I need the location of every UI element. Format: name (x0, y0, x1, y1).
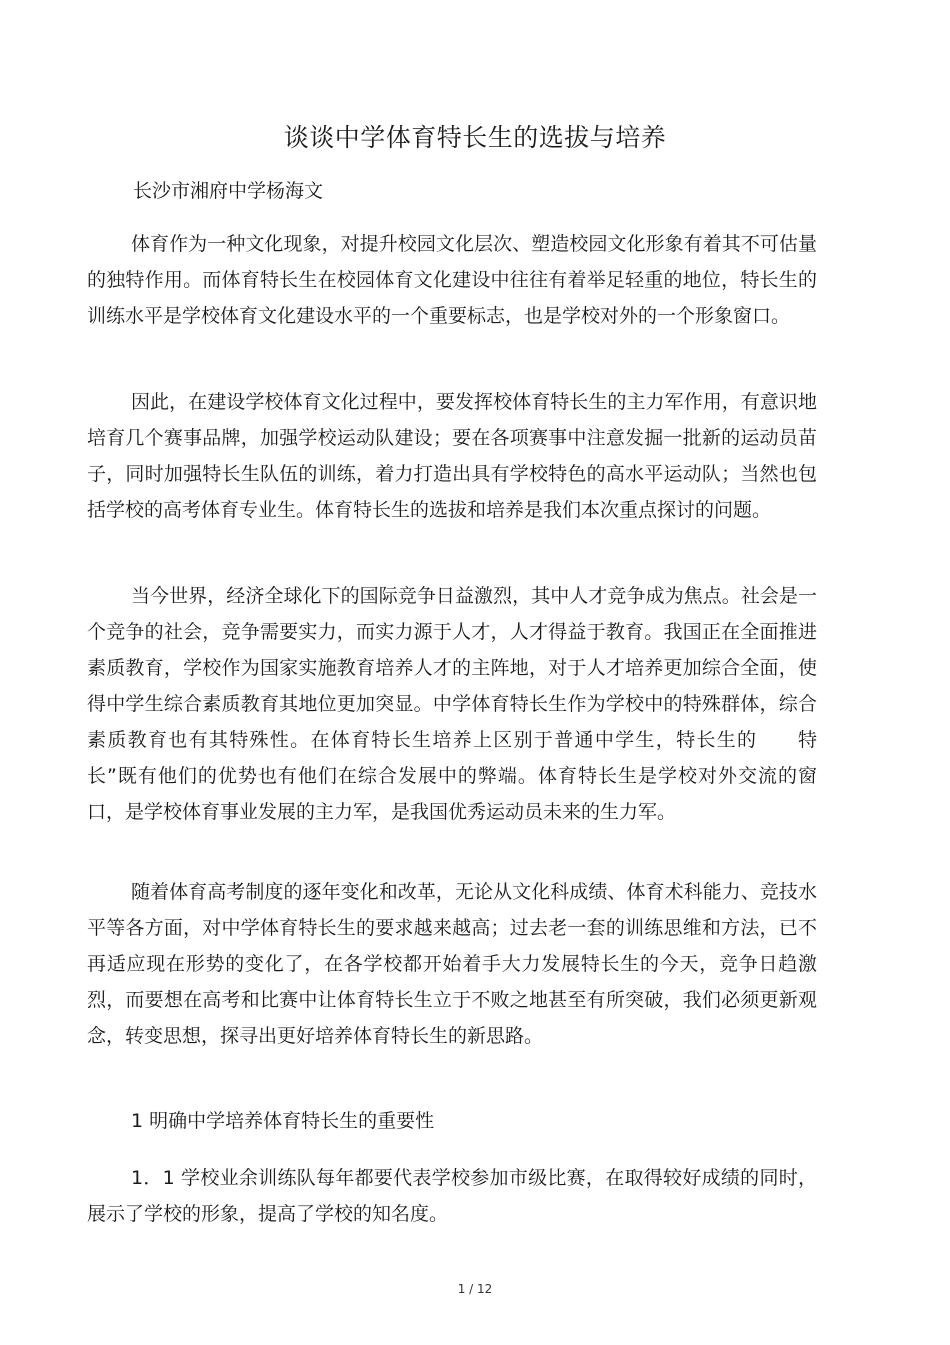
document-title: 谈谈中学体育特长生的选拔与培养 (283, 123, 667, 152)
subsection-paragraph: 1．1 学校业余训练队每年都要代表学校参加市级比赛，在取得较好成绩的同时，展示了学校的形象，提高了学校的知名度。 (87, 1167, 817, 1225)
author-line: 长沙市湘府中学杨海文 (133, 180, 324, 202)
paragraph: 体育作为一种文化现象，对提升校园文化层次、塑造校园文化形象有着其不可估量的独特作用。而体育特长生在校园体育文化建设中往往有着举足轻重的地位，特长生的训练水平是学校体育文化建设水平的一个重要标志，也是学校对外的一个形象窗口。 (87, 233, 817, 327)
paragraph: 因此，在建设学校体育文化过程中，要发挥校体育特长生的主力军作用，有意识地培育几个赛事品牌，加强学校运动队建设；要在各项赛事中注意发掘一批新的运动员苗子，同时加强特长生队伍的训练，着力打造出具有学校特色的高水平运动队；当然也包括学校的高考体育专业生。体育特长生的选拔和培养是我们本次重点探讨的问题。 (87, 391, 817, 521)
section-heading: 1 明确中学培养体育特长生的重要性 (131, 1110, 435, 1132)
page-indicator: 1 / 12 (457, 1282, 493, 1296)
paragraph: 随着体育高考制度的逐年变化和改革，无论从文化科成绩、体育术科能力、竞技水平等各方面，对中学体育特长生的要求越来越高；过去老一套的训练思维和方法，已不再适应现在形势的变化了，在各学校都开始着手大力发展特长生的今天，竞争日趋激烈，而要想在高考和比赛中让体育特长生立于不败之地甚至有所突破，我们必须更新观念，转变思想，探寻出更好培养体育特长生的新思路。 (87, 881, 817, 1047)
paragraph: 当今世界，经济全球化下的国际竞争日益激烈，其中人才竞争成为焦点。社会是一个竞争的社会，竞争需要实力，而实力源于人才，人才得益于教育。我国正在全面推进素质教育，学校作为国家实施教育培养人才的主阵地，对于人才培养更加综合全面，使得中学生综合素质教育其地位更加突显。中学体育特长生作为学校中的特殊群体，综合素质教育也有其特殊性。在体育特长生培养上区别于普通中学生，特长生的 特长”既有他们的优势也有他们在综合发展中的弊端。体育特长生是学校对外交流的窗口，是学校体育事业发展的主力军，是我国优秀运动员未来的生力军。 (87, 585, 817, 823)
